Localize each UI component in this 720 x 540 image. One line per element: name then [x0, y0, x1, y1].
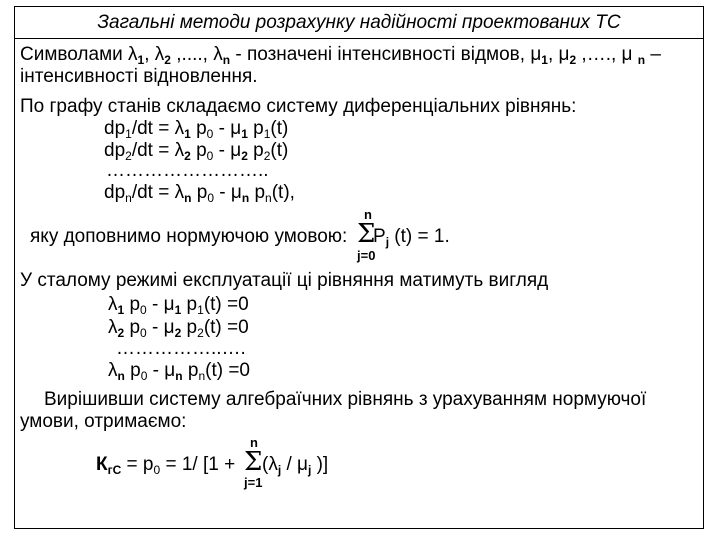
- intro-text: ,...., λ: [170, 44, 223, 65]
- sum-lower-limit: j=1: [244, 475, 263, 490]
- intro-text: - позначені інтенсивності відмов, μ: [230, 44, 542, 65]
- subscript: n: [222, 53, 231, 67]
- subscript: 2: [164, 53, 171, 67]
- intro-line-2: інтенсивності відновлення.: [20, 66, 258, 87]
- solve-line-2: умови, отримаємо:: [20, 411, 187, 432]
- diff-equation-2: $dp_2/dt = \lambda_2$ $p_0 - \mu_2$ $p_2(t)$: [104, 140, 289, 163]
- norm-condition-text: яку доповнимо нормуючою умовою:: [30, 226, 348, 247]
- norm-condition-formula: $P_j$ (t) = 1.: [373, 226, 450, 249]
- intro-text: , μ: [547, 44, 570, 65]
- solve-line-1: Вирішивши систему алгебраїчних рівнянь з урахуванням нормуючої: [44, 389, 647, 410]
- slide-title: Загальні методи розрахунку надійності проектованих ТС: [14, 6, 704, 39]
- steady-state-line: У сталому режимі експлуатації ці рівняння матимуть вигляд: [20, 270, 549, 291]
- intro-text: –: [645, 44, 661, 65]
- graph-line: По графу станів складаємо систему диференціальних рівнянь:: [20, 96, 577, 117]
- alg-equation-2: $\lambda_2$ $p_0 - \mu_2$ $p_2(t) =0$: [108, 317, 249, 340]
- subscript: n: [637, 53, 646, 67]
- intro-line-1: [20, 44, 661, 66]
- diff-equation-1: $dp_1/dt = \lambda_1$ $p_0 - \mu_1$ $p_1(t)$: [104, 118, 289, 141]
- subscript: 1: [137, 53, 145, 67]
- alg-equation-n: $\lambda_n$ $p_0 - \mu_n$ $p_n(t) =0$: [108, 360, 250, 383]
- sum-upper-limit: n: [364, 207, 372, 222]
- subscript: 1: [541, 53, 548, 67]
- dots-line: ……………………..: [106, 160, 269, 181]
- sum-lower-limit: j=0: [357, 248, 376, 263]
- intro-text: Символами λ: [20, 44, 138, 65]
- sum-upper-limit: n: [250, 435, 258, 450]
- result-formula-left: $К_{гС} = p_0 = 1/$ [1 +: [96, 454, 236, 477]
- diff-equation-n: $dp_n/dt = \lambda_n$ $p_0 - \mu_n$ $p_n(t)$,: [104, 182, 295, 205]
- subscript: 2: [569, 53, 577, 67]
- result-formula-right: ($\lambda_j / \mu_j$ )]: [262, 454, 329, 477]
- sigma-symbol: Σ: [357, 219, 376, 249]
- dots-line: ……………..….: [116, 338, 246, 359]
- intro-text: ,…., μ: [576, 44, 638, 65]
- alg-equation-1: $\lambda_1$ $p_0 - \mu_1$ $p_1(t) =0$: [108, 294, 249, 317]
- intro-text: , λ: [144, 44, 165, 65]
- sigma-symbol: Σ: [244, 447, 263, 477]
